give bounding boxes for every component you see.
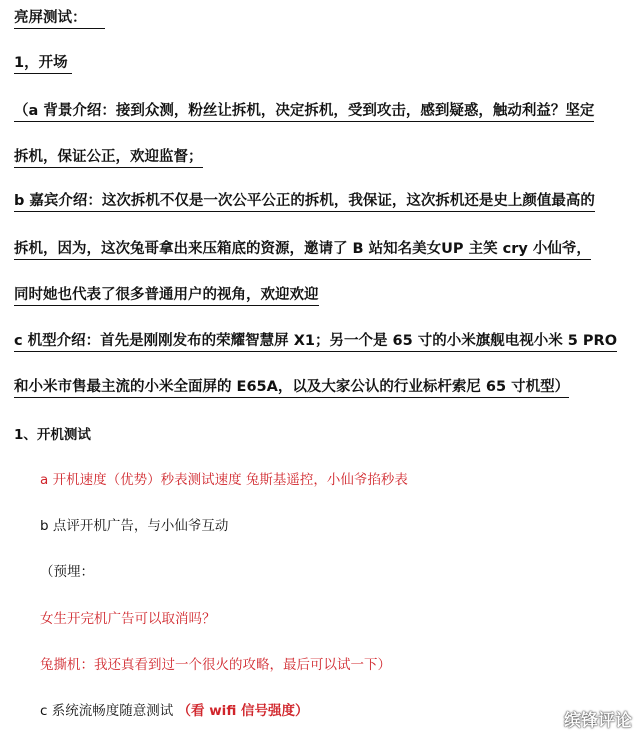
item-boot-ad: b 点评开机广告，与小仙爷互动 [40, 518, 229, 534]
intro-b-line-2: 拆机，因为，这次兔哥拿出来压箱底的资源，邀请了 B 站知名美女UP 主笑 cry 小仙爷， [14, 239, 591, 259]
intro-b-line-3: 同时她也代表了很多普通用户的视角，欢迎欢迎 [14, 285, 319, 305]
intro-a-line-2: 拆机，保证公正，欢迎监督； [14, 147, 203, 167]
watermark: 缤锋评论 [564, 711, 632, 730]
section-boot-test: 1、开机测试 [14, 427, 91, 443]
doc-heading: 亮屏测试： [14, 8, 105, 28]
note-open: （预埋： [40, 564, 94, 580]
note-answer: 兔撕机：我还真看到过一个很火的攻略，最后可以试一下） [40, 657, 391, 673]
section-opening: 1，开场 [14, 53, 72, 73]
intro-a-line-1: （a 背景介绍：接到众测，粉丝让拆机，决定拆机，受到攻击，感到疑惑，触动利益？坚定 [14, 101, 594, 121]
item-boot-speed: a 开机速度（优势）秒表测试速度 兔斯基遥控，小仙爷掐秒表 [40, 472, 408, 488]
item-system-fluency-label: c 系统流畅度随意测试 [40, 703, 174, 719]
intro-b-line-1: b 嘉宾介绍：这次拆机不仅是一次公平公正的拆机，我保证，这次拆机还是史上颜值最高的 [14, 191, 595, 211]
item-system-fluency-note: （看 wifi 信号强度） [177, 703, 309, 719]
item-system-fluency [40, 701, 309, 721]
intro-c-line-2: 和小米市售最主流的小米全面屏的 E65A，以及大家公认的行业标杆索尼 65 寸机型） [14, 377, 569, 397]
intro-c-line-1: c 机型介绍：首先是刚刚发布的荣耀智慧屏 X1；另一个是 65 寸的小米旗舰电视小米 5 PRO [14, 331, 617, 351]
note-question: 女生开完机广告可以取消吗？ [40, 611, 216, 627]
